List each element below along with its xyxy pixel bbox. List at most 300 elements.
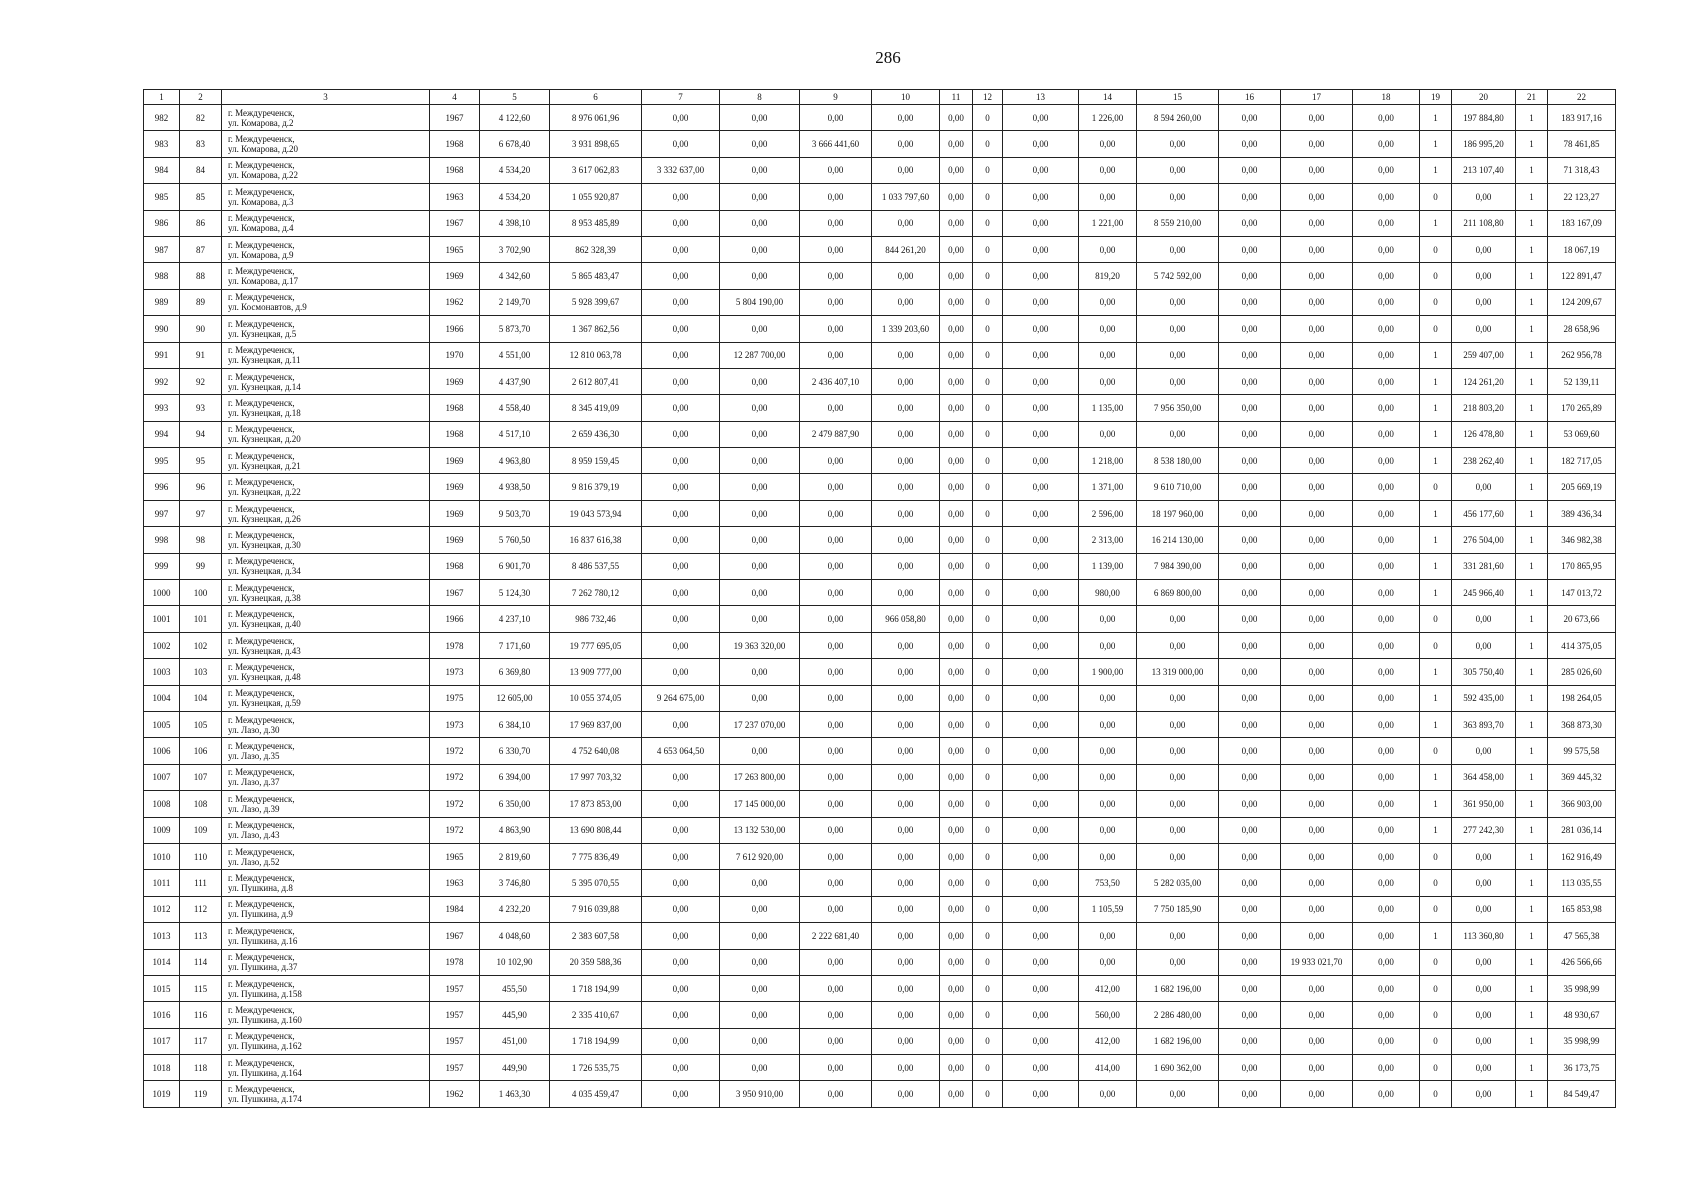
table-cell-c16: 0,00 [1219, 263, 1281, 289]
table-cell-c8: 19 363 320,00 [720, 632, 800, 658]
table-cell-c2: 106 [180, 738, 222, 764]
table-cell-c14: 0,00 [1079, 236, 1137, 262]
table-row [144, 843, 1616, 869]
table-cell-c10: 0,00 [872, 896, 940, 922]
table-cell-c15: 13 319 000,00 [1137, 659, 1219, 685]
address-cell [222, 263, 430, 289]
table-cell-c13: 0,00 [1003, 711, 1079, 737]
table-cell-c16: 0,00 [1219, 923, 1281, 949]
table-cell-c16: 0,00 [1219, 289, 1281, 315]
table-cell-c1: 997 [144, 500, 180, 526]
table-cell-c1: 1009 [144, 817, 180, 843]
table-cell-c12: 0 [973, 791, 1003, 817]
table-cell-c19: 1 [1420, 368, 1452, 394]
table-cell-c10: 0,00 [872, 395, 940, 421]
table-cell-c6: 8 486 537,55 [550, 553, 642, 579]
table-cell-c18: 0,00 [1353, 316, 1420, 342]
table-cell-c13: 0,00 [1003, 1002, 1079, 1028]
table-cell-c15: 0,00 [1137, 236, 1219, 262]
table-cell-c14: 0,00 [1079, 421, 1137, 447]
table-cell-c2: 88 [180, 263, 222, 289]
table-cell-c5: 2 149,70 [480, 289, 550, 315]
table-cell-c18: 0,00 [1353, 157, 1420, 183]
table-cell-c9: 0,00 [800, 870, 872, 896]
address-cell [222, 1028, 430, 1054]
table-cell-c6: 10 055 374,05 [550, 685, 642, 711]
table-cell-c20: 592 435,00 [1452, 685, 1516, 711]
address-city: г. Междуреченск, [228, 873, 295, 884]
table-row [144, 474, 1616, 500]
table-cell-c7: 0,00 [642, 105, 720, 131]
table-cell-c2: 110 [180, 843, 222, 869]
table-cell-c13: 0,00 [1003, 685, 1079, 711]
table-cell-c18: 0,00 [1353, 236, 1420, 262]
table-cell-c13: 0,00 [1003, 289, 1079, 315]
table-cell-c1: 1008 [144, 791, 180, 817]
table-cell-c7: 0,00 [642, 606, 720, 632]
table-cell-c4: 1972 [430, 738, 480, 764]
table-cell-c12: 0 [973, 580, 1003, 606]
table-cell-c16: 0,00 [1219, 949, 1281, 975]
address-street: ул. Пушкина, д.37 [228, 962, 298, 973]
table-cell-c18: 0,00 [1353, 210, 1420, 236]
table-cell-c18: 0,00 [1353, 843, 1420, 869]
table-cell-c8: 0,00 [720, 157, 800, 183]
table-cell-c12: 0 [973, 632, 1003, 658]
table-cell-c10: 0,00 [872, 949, 940, 975]
table-cell-c6: 1 055 920,87 [550, 184, 642, 210]
address-cell [222, 580, 430, 606]
address-street: ул. Лазо, д.39 [228, 803, 280, 814]
address-city: г. Междуреченск, [228, 582, 295, 593]
table-cell-c21: 1 [1516, 263, 1548, 289]
table-cell-c4: 1969 [430, 500, 480, 526]
table-cell-c21: 1 [1516, 1028, 1548, 1054]
table-row [144, 685, 1616, 711]
table-cell-c2: 82 [180, 105, 222, 131]
address-city: г. Междуреченск, [228, 1031, 295, 1042]
table-cell-c2: 119 [180, 1081, 222, 1107]
column-header: 19 [1420, 90, 1452, 105]
table-cell-c15: 9 610 710,00 [1137, 474, 1219, 500]
address-street: ул. Кузнецкая, д.5 [228, 328, 297, 339]
table-cell-c8: 0,00 [720, 131, 800, 157]
table-cell-c22: 99 575,58 [1548, 738, 1616, 764]
table-cell-c11: 0,00 [940, 764, 973, 790]
table-cell-c8: 0,00 [720, 527, 800, 553]
column-header: 16 [1219, 90, 1281, 105]
table-cell-c14: 753,50 [1079, 870, 1137, 896]
table-cell-c6: 8 976 061,96 [550, 105, 642, 131]
address-cell [222, 105, 430, 131]
table-cell-c13: 0,00 [1003, 553, 1079, 579]
table-cell-c22: 113 035,55 [1548, 870, 1616, 896]
table-cell-c12: 0 [973, 1002, 1003, 1028]
table-cell-c19: 0 [1420, 843, 1452, 869]
table-cell-c8: 0,00 [720, 659, 800, 685]
column-header: 20 [1452, 90, 1516, 105]
table-cell-c14: 0,00 [1079, 923, 1137, 949]
table-cell-c11: 0,00 [940, 1081, 973, 1107]
table-cell-c9: 0,00 [800, 500, 872, 526]
table-cell-c12: 0 [973, 236, 1003, 262]
table-cell-c17: 0,00 [1281, 975, 1353, 1001]
table-cell-c22: 426 566,66 [1548, 949, 1616, 975]
table-cell-c8: 3 950 910,00 [720, 1081, 800, 1107]
table-cell-c19: 0 [1420, 896, 1452, 922]
table-cell-c7: 0,00 [642, 553, 720, 579]
table-cell-c2: 94 [180, 421, 222, 447]
table-cell-c9: 0,00 [800, 1002, 872, 1028]
table-cell-c22: 205 669,19 [1548, 474, 1616, 500]
table-cell-c6: 19 043 573,94 [550, 500, 642, 526]
table-cell-c6: 4 752 640,08 [550, 738, 642, 764]
table-cell-c8: 0,00 [720, 1028, 800, 1054]
table-cell-c15: 0,00 [1137, 791, 1219, 817]
table-header [144, 90, 1616, 105]
table-cell-c17: 0,00 [1281, 659, 1353, 685]
table-cell-c16: 0,00 [1219, 421, 1281, 447]
table-cell-c12: 0 [973, 289, 1003, 315]
address-cell [222, 421, 430, 447]
table-cell-c18: 0,00 [1353, 368, 1420, 394]
table-cell-c5: 6 369,80 [480, 659, 550, 685]
table-cell-c5: 4 534,20 [480, 184, 550, 210]
table-cell-c19: 1 [1420, 685, 1452, 711]
table-row [144, 289, 1616, 315]
table-cell-c8: 0,00 [720, 738, 800, 764]
table-cell-c16: 0,00 [1219, 316, 1281, 342]
table-cell-c17: 0,00 [1281, 105, 1353, 131]
table-cell-c14: 0,00 [1079, 289, 1137, 315]
address-street: ул. Комарова, д.22 [228, 170, 299, 181]
table-cell-c17: 0,00 [1281, 527, 1353, 553]
table-cell-c10: 0,00 [872, 711, 940, 737]
table-cell-c6: 13 690 808,44 [550, 817, 642, 843]
table-cell-c10: 0,00 [872, 500, 940, 526]
table-cell-c10: 0,00 [872, 817, 940, 843]
table-cell-c4: 1957 [430, 1002, 480, 1028]
address-street: ул. Кузнецкая, д.26 [228, 513, 301, 524]
column-header: 21 [1516, 90, 1548, 105]
table-cell-c8: 0,00 [720, 975, 800, 1001]
address-city: г. Междуреченск, [228, 899, 295, 910]
table-cell-c18: 0,00 [1353, 474, 1420, 500]
table-cell-c21: 1 [1516, 1081, 1548, 1107]
table-cell-c2: 83 [180, 131, 222, 157]
table-cell-c22: 28 658,96 [1548, 316, 1616, 342]
table-cell-c9: 0,00 [800, 843, 872, 869]
table-cell-c1: 1019 [144, 1081, 180, 1107]
table-cell-c7: 0,00 [642, 316, 720, 342]
table-cell-c9: 0,00 [800, 711, 872, 737]
table-cell-c6: 2 383 607,58 [550, 923, 642, 949]
table-cell-c2: 92 [180, 368, 222, 394]
table-cell-c16: 0,00 [1219, 527, 1281, 553]
table-cell-c8: 17 145 000,00 [720, 791, 800, 817]
table-cell-c5: 9 503,70 [480, 500, 550, 526]
table-cell-c5: 445,90 [480, 1002, 550, 1028]
table-cell-c11: 0,00 [940, 870, 973, 896]
table-cell-c7: 0,00 [642, 870, 720, 896]
table-cell-c5: 4 237,10 [480, 606, 550, 632]
address-street: ул. Кузнецкая, д.59 [228, 698, 301, 709]
table-cell-c20: 0,00 [1452, 738, 1516, 764]
address-city: г. Междуреченск, [228, 160, 295, 171]
table-cell-c12: 0 [973, 1055, 1003, 1081]
table-cell-c14: 0,00 [1079, 685, 1137, 711]
table-cell-c19: 1 [1420, 157, 1452, 183]
table-row [144, 738, 1616, 764]
table-cell-c7: 0,00 [642, 474, 720, 500]
table-cell-c6: 3 617 062,83 [550, 157, 642, 183]
address-street: ул. Лазо, д.52 [228, 856, 280, 867]
table-row [144, 791, 1616, 817]
table-cell-c13: 0,00 [1003, 342, 1079, 368]
table-cell-c10: 0,00 [872, 553, 940, 579]
table-cell-c16: 0,00 [1219, 368, 1281, 394]
table-cell-c15: 0,00 [1137, 316, 1219, 342]
column-header: 2 [180, 90, 222, 105]
table-cell-c1: 983 [144, 131, 180, 157]
table-cell-c20: 0,00 [1452, 1055, 1516, 1081]
table-cell-c18: 0,00 [1353, 1028, 1420, 1054]
table-cell-c8: 13 132 530,00 [720, 817, 800, 843]
table-cell-c8: 0,00 [720, 1055, 800, 1081]
table-cell-c9: 0,00 [800, 685, 872, 711]
table-cell-c10: 0,00 [872, 105, 940, 131]
table-cell-c7: 0,00 [642, 131, 720, 157]
address-street: ул. Комарова, д.2 [228, 117, 294, 128]
table-cell-c12: 0 [973, 316, 1003, 342]
table-cell-c7: 0,00 [642, 817, 720, 843]
column-header: 11 [940, 90, 973, 105]
table-cell-c22: 165 853,98 [1548, 896, 1616, 922]
table-cell-c11: 0,00 [940, 236, 973, 262]
table-cell-c18: 0,00 [1353, 131, 1420, 157]
table-cell-c20: 361 950,00 [1452, 791, 1516, 817]
table-cell-c15: 0,00 [1137, 184, 1219, 210]
table-cell-c21: 1 [1516, 105, 1548, 131]
table-row [144, 131, 1616, 157]
table-cell-c12: 0 [973, 764, 1003, 790]
table-cell-c2: 93 [180, 395, 222, 421]
column-header: 1 [144, 90, 180, 105]
address-city: г. Междуреченск, [228, 371, 295, 382]
table-cell-c5: 4 938,50 [480, 474, 550, 500]
table-cell-c7: 0,00 [642, 236, 720, 262]
table-cell-c12: 0 [973, 949, 1003, 975]
address-cell [222, 685, 430, 711]
table-cell-c21: 1 [1516, 817, 1548, 843]
table-cell-c2: 86 [180, 210, 222, 236]
table-cell-c19: 0 [1420, 316, 1452, 342]
table-cell-c15: 0,00 [1137, 606, 1219, 632]
table-row [144, 184, 1616, 210]
table-cell-c19: 1 [1420, 500, 1452, 526]
table-cell-c8: 0,00 [720, 368, 800, 394]
table-cell-c4: 1969 [430, 263, 480, 289]
address-cell [222, 764, 430, 790]
table-cell-c7: 0,00 [642, 975, 720, 1001]
table-cell-c19: 1 [1420, 342, 1452, 368]
table-cell-c13: 0,00 [1003, 606, 1079, 632]
table-cell-c13: 0,00 [1003, 157, 1079, 183]
table-cell-c19: 1 [1420, 553, 1452, 579]
table-cell-c11: 0,00 [940, 368, 973, 394]
column-header: 3 [222, 90, 430, 105]
column-header: 5 [480, 90, 550, 105]
table-cell-c11: 0,00 [940, 896, 973, 922]
table-cell-c12: 0 [973, 157, 1003, 183]
table-cell-c19: 0 [1420, 1081, 1452, 1107]
table-cell-c10: 0,00 [872, 1002, 940, 1028]
table-cell-c20: 197 884,80 [1452, 105, 1516, 131]
table-cell-c22: 170 265,89 [1548, 395, 1616, 421]
table-cell-c7: 9 264 675,00 [642, 685, 720, 711]
table-cell-c20: 0,00 [1452, 632, 1516, 658]
table-cell-c13: 0,00 [1003, 923, 1079, 949]
table-cell-c6: 13 909 777,00 [550, 659, 642, 685]
address-city: г. Междуреченск, [228, 952, 295, 963]
table-cell-c10: 0,00 [872, 210, 940, 236]
table-cell-c5: 2 819,60 [480, 843, 550, 869]
table-row [144, 368, 1616, 394]
table-cell-c13: 0,00 [1003, 368, 1079, 394]
table-cell-c14: 0,00 [1079, 606, 1137, 632]
table-cell-c16: 0,00 [1219, 1055, 1281, 1081]
table-cell-c13: 0,00 [1003, 527, 1079, 553]
address-cell [222, 632, 430, 658]
table-cell-c14: 0,00 [1079, 157, 1137, 183]
table-cell-c1: 1006 [144, 738, 180, 764]
address-street: ул. Кузнецкая, д.48 [228, 671, 301, 682]
table-cell-c20: 0,00 [1452, 1028, 1516, 1054]
table-cell-c19: 1 [1420, 659, 1452, 685]
table-cell-c20: 126 478,80 [1452, 421, 1516, 447]
address-cell [222, 316, 430, 342]
table-cell-c1: 1004 [144, 685, 180, 711]
table-cell-c20: 277 242,30 [1452, 817, 1516, 843]
table-cell-c12: 0 [973, 342, 1003, 368]
table-cell-c18: 0,00 [1353, 553, 1420, 579]
table-cell-c13: 0,00 [1003, 817, 1079, 843]
table-cell-c5: 4 342,60 [480, 263, 550, 289]
table-row [144, 1055, 1616, 1081]
table-cell-c7: 0,00 [642, 368, 720, 394]
table-cell-c6: 1 718 194,99 [550, 1028, 642, 1054]
table-cell-c7: 0,00 [642, 527, 720, 553]
table-cell-c5: 6 350,00 [480, 791, 550, 817]
table-cell-c19: 1 [1420, 923, 1452, 949]
table-cell-c6: 1 726 535,75 [550, 1055, 642, 1081]
table-cell-c15: 8 594 260,00 [1137, 105, 1219, 131]
table-cell-c8: 0,00 [720, 236, 800, 262]
table-cell-c16: 0,00 [1219, 184, 1281, 210]
table-cell-c5: 4 551,00 [480, 342, 550, 368]
table-cell-c19: 1 [1420, 105, 1452, 131]
table-cell-c5: 7 171,60 [480, 632, 550, 658]
table-cell-c17: 0,00 [1281, 342, 1353, 368]
table-row [144, 105, 1616, 131]
table-cell-c8: 0,00 [720, 606, 800, 632]
table-cell-c19: 0 [1420, 975, 1452, 1001]
table-cell-c9: 0,00 [800, 236, 872, 262]
table-cell-c17: 0,00 [1281, 711, 1353, 737]
table-cell-c4: 1973 [430, 659, 480, 685]
table-cell-c21: 1 [1516, 949, 1548, 975]
table-cell-c10: 0,00 [872, 843, 940, 869]
table-cell-c11: 0,00 [940, 791, 973, 817]
table-cell-c6: 17 969 837,00 [550, 711, 642, 737]
table-cell-c16: 0,00 [1219, 474, 1281, 500]
table-cell-c17: 0,00 [1281, 421, 1353, 447]
table-cell-c2: 89 [180, 289, 222, 315]
table-cell-c4: 1972 [430, 764, 480, 790]
address-city: г. Междуреченск, [228, 1057, 295, 1068]
table-cell-c6: 2 612 807,41 [550, 368, 642, 394]
table-cell-c20: 0,00 [1452, 975, 1516, 1001]
table-cell-c18: 0,00 [1353, 738, 1420, 764]
table-cell-c9: 0,00 [800, 896, 872, 922]
table-cell-c4: 1967 [430, 580, 480, 606]
table-cell-c15: 1 682 196,00 [1137, 975, 1219, 1001]
table-cell-c8: 0,00 [720, 105, 800, 131]
table-cell-c21: 1 [1516, 500, 1548, 526]
table-cell-c11: 0,00 [940, 817, 973, 843]
address-city: г. Междуреченск, [228, 714, 295, 725]
table-cell-c11: 0,00 [940, 606, 973, 632]
table-cell-c19: 1 [1420, 448, 1452, 474]
table-cell-c12: 0 [973, 870, 1003, 896]
table-cell-c21: 1 [1516, 316, 1548, 342]
table-cell-c11: 0,00 [940, 1002, 973, 1028]
table-cell-c6: 5 395 070,55 [550, 870, 642, 896]
table-cell-c14: 1 139,00 [1079, 553, 1137, 579]
table-cell-c2: 113 [180, 923, 222, 949]
table-row [144, 342, 1616, 368]
table-cell-c6: 8 345 419,09 [550, 395, 642, 421]
table-cell-c21: 1 [1516, 975, 1548, 1001]
table-cell-c7: 0,00 [642, 632, 720, 658]
table-cell-c10: 0,00 [872, 157, 940, 183]
table-cell-c13: 0,00 [1003, 870, 1079, 896]
table-cell-c19: 1 [1420, 210, 1452, 236]
column-number-row [144, 90, 1616, 105]
table-cell-c15: 8 559 210,00 [1137, 210, 1219, 236]
table-cell-c20: 0,00 [1452, 843, 1516, 869]
table-cell-c5: 4 534,20 [480, 157, 550, 183]
table-cell-c13: 0,00 [1003, 500, 1079, 526]
table-cell-c17: 0,00 [1281, 843, 1353, 869]
table-cell-c13: 0,00 [1003, 896, 1079, 922]
table-cell-c10: 0,00 [872, 1028, 940, 1054]
table-cell-c22: 35 998,99 [1548, 975, 1616, 1001]
table-cell-c11: 0,00 [940, 157, 973, 183]
table-cell-c9: 0,00 [800, 817, 872, 843]
column-header: 13 [1003, 90, 1079, 105]
table-cell-c12: 0 [973, 395, 1003, 421]
table-cell-c13: 0,00 [1003, 395, 1079, 421]
table-cell-c8: 0,00 [720, 395, 800, 421]
table-cell-c5: 5 873,70 [480, 316, 550, 342]
table-cell-c16: 0,00 [1219, 342, 1281, 368]
table-cell-c15: 6 869 800,00 [1137, 580, 1219, 606]
address-cell [222, 210, 430, 236]
table-cell-c17: 0,00 [1281, 474, 1353, 500]
address-cell [222, 500, 430, 526]
table-cell-c11: 0,00 [940, 659, 973, 685]
